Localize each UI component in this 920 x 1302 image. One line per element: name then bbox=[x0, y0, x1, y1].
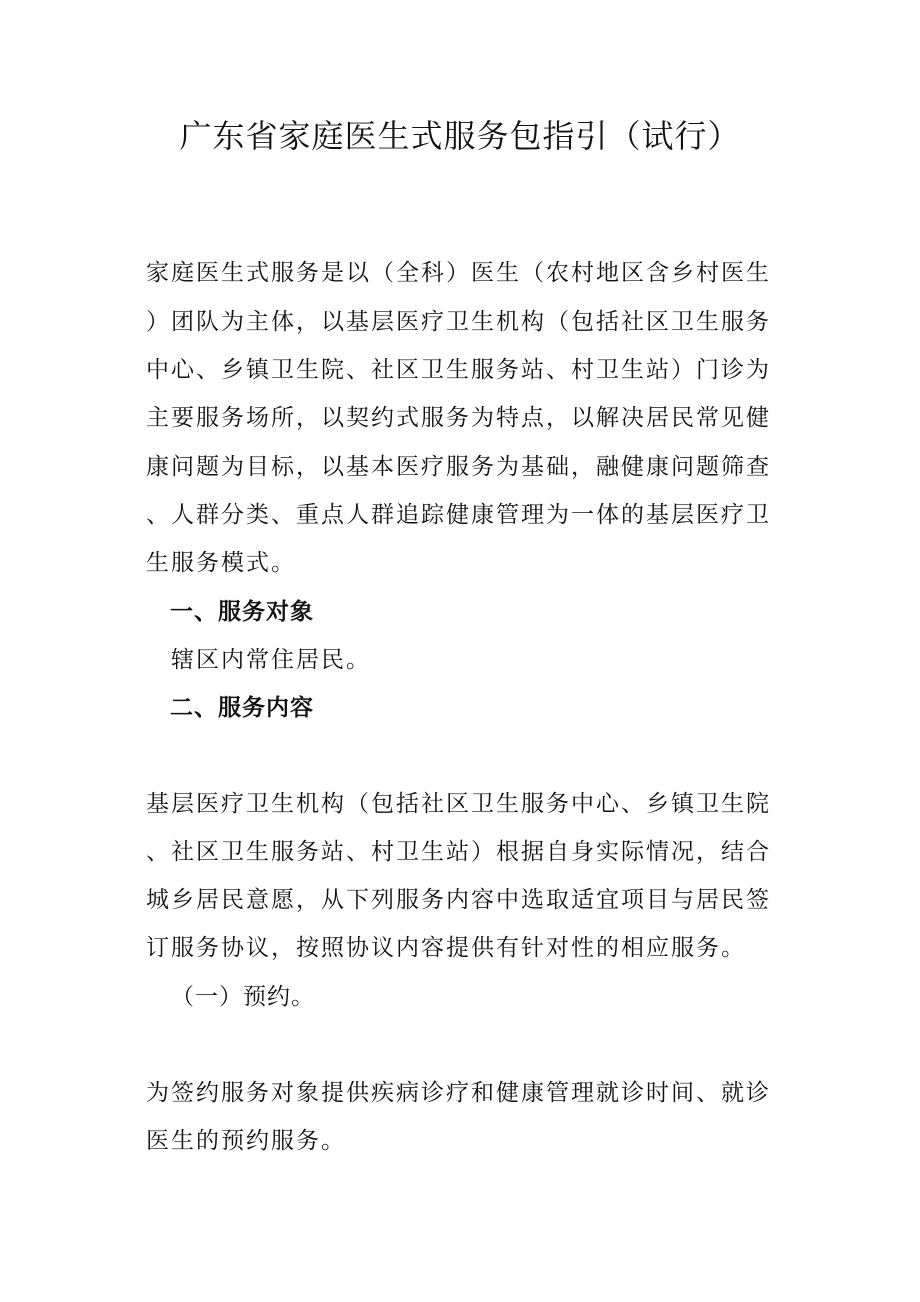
service-target-text: 辖区内常住居民。 bbox=[171, 647, 371, 673]
appointment-line-2: 医生的预约服务。 bbox=[146, 1128, 346, 1154]
content-line-3: 城乡居民意愿，从下列服务内容中选取适宜项目与居民签 bbox=[146, 887, 771, 913]
document-title: 广东省家庭医生式服务包指引（试行） bbox=[179, 117, 741, 155]
content-line-1: 基层医疗卫生机构（包括社区卫生服务中心、乡镇卫生院 bbox=[146, 791, 771, 817]
content-line-2: 、社区卫生服务站、村卫生站）根据自身实际情况，结合 bbox=[146, 839, 771, 865]
intro-line-1: 家庭医生式服务是以（全科）医生（农村地区含乡村医生 bbox=[146, 260, 771, 286]
intro-line-6: 、人群分类、重点人群追踪健康管理为一体的基层医疗卫 bbox=[146, 502, 771, 528]
subsection-heading-appointment: （一）预约。 bbox=[171, 984, 315, 1010]
intro-line-5: 康问题为目标，以基本医疗服务为基础，融健康问题筛查 bbox=[146, 454, 771, 480]
intro-line-2: ）团队为主体，以基层医疗卫生机构（包括社区卫生服务 bbox=[146, 309, 771, 335]
section-heading-service-target: 一、服务对象 bbox=[170, 599, 314, 625]
section-heading-service-content: 二、服务内容 bbox=[170, 695, 314, 721]
intro-line-7: 生服务模式。 bbox=[146, 550, 296, 576]
content-line-4: 订服务协议，按照协议内容提供有针对性的相应服务。 bbox=[146, 935, 746, 961]
appointment-line-1: 为签约服务对象提供疾病诊疗和健康管理就诊时间、就诊 bbox=[146, 1080, 771, 1106]
intro-line-3: 中心、乡镇卫生院、社区卫生服务站、村卫生站）门诊为 bbox=[146, 357, 771, 383]
intro-line-4: 主要服务场所，以契约式服务为特点，以解决居民常见健 bbox=[146, 405, 771, 431]
